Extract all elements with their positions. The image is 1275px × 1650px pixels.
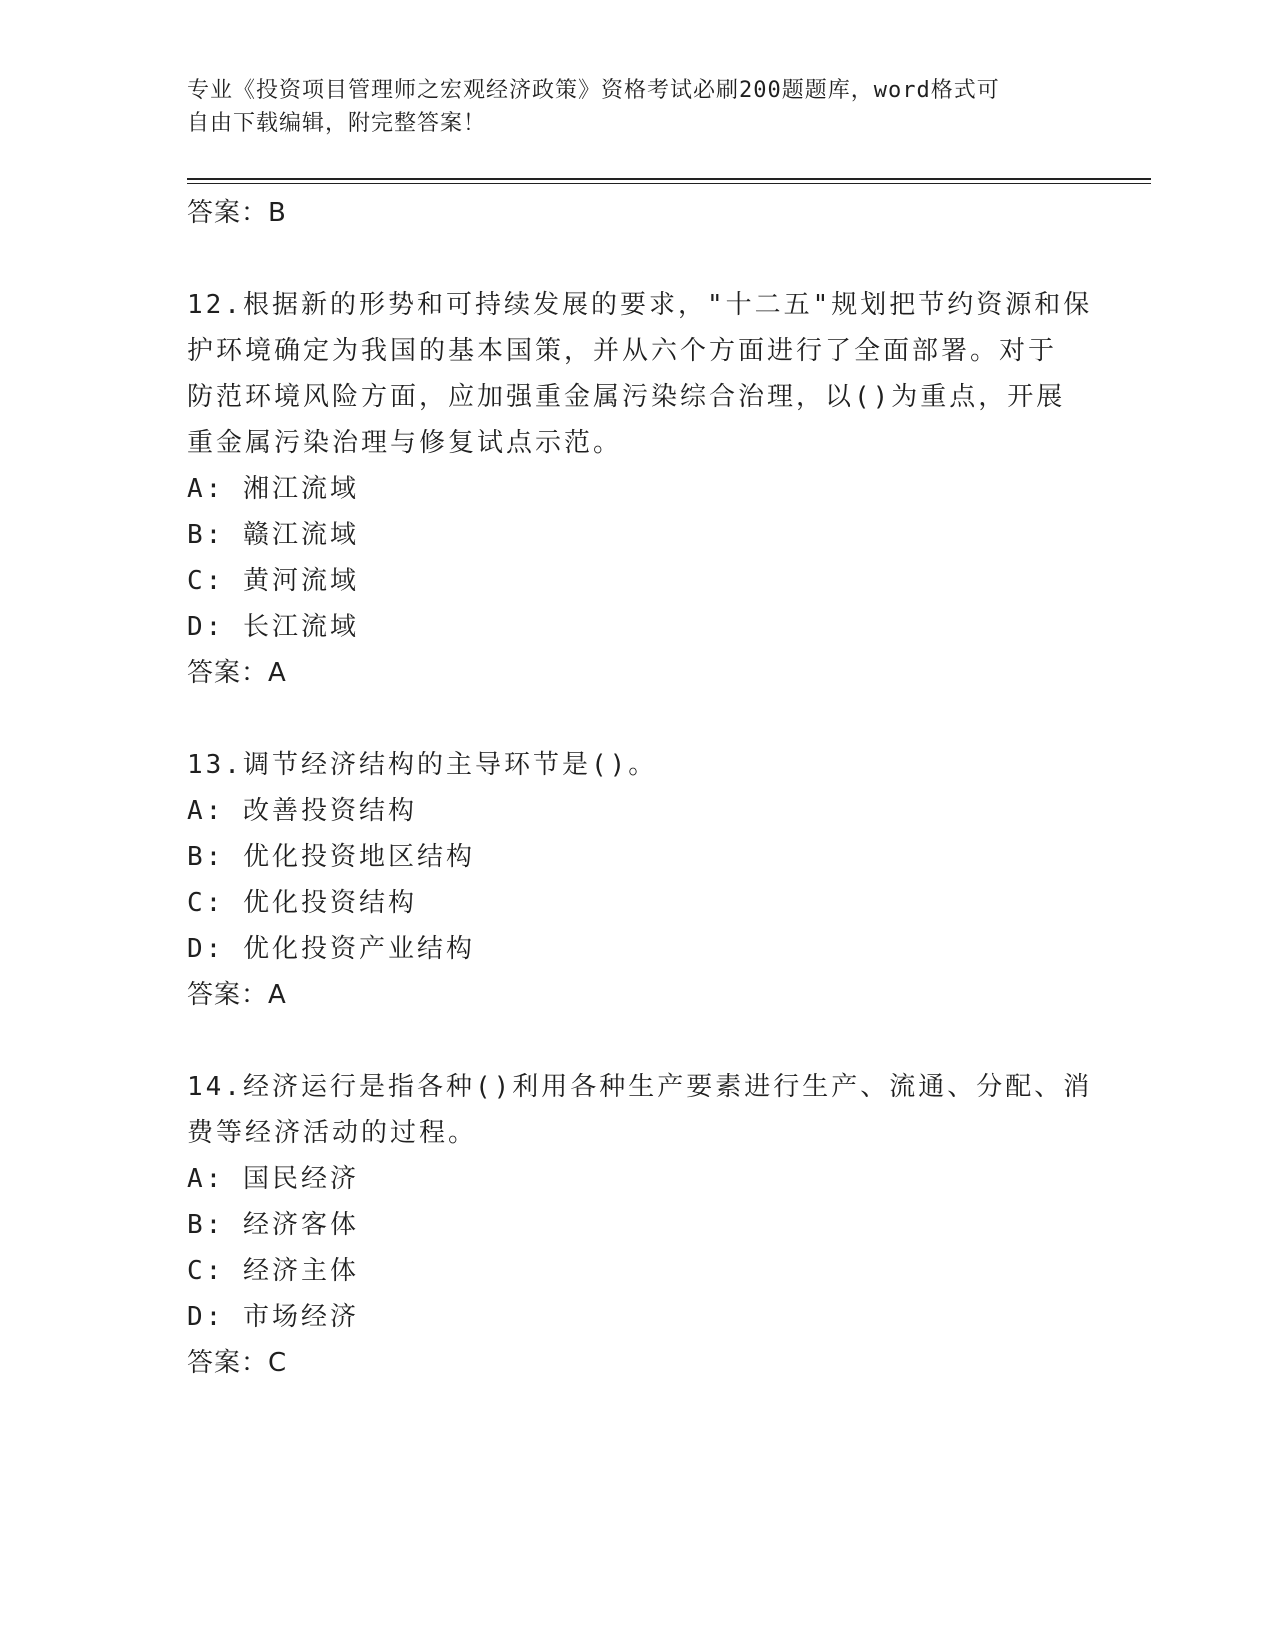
option-b: B: 优化投资地区结构 [187,842,475,872]
question-stem [187,742,1087,788]
stem-line: 13.调节经济结构的主导环节是()。 [187,750,658,780]
option-d: D: 市场经济 [187,1302,359,1332]
option-c: C: 优化投资结构 [187,888,417,918]
option-a: A: 湘江流域 [187,474,359,504]
document-body [187,190,1093,1386]
answer-line: 答案：C [187,1348,288,1378]
option-d: D: 优化投资产业结构 [187,934,475,964]
page-header [187,74,1067,140]
question-14 [187,1064,1093,1386]
answer-line: 答案：A [187,980,287,1010]
option-b: B: 赣江流域 [187,520,359,550]
stem-line: 护环境确定为我国的基本国策，并从六个方面进行了全面部署。对于 [187,336,1058,366]
header-divider-thick [187,178,1151,180]
header-divider-thin [187,183,1151,184]
option-b: B: 经济客体 [187,1210,359,1240]
question-13 [187,742,1087,1018]
option-c: C: 黄河流域 [187,566,359,596]
option-a: A: 国民经济 [187,1164,359,1194]
stem-line: 防范环境风险方面，应加强重金属污染综合治理，以()为重点，开展 [187,382,1066,412]
stem-line: 费等经济活动的过程。 [187,1118,478,1148]
question-12 [187,282,1093,696]
answer-line: 答案：A [187,658,287,688]
header-line-2: 自由下载编辑，附完整答案！ [187,111,487,136]
stem-line: 重金属污染治理与修复试点示范。 [187,428,623,458]
question-stem [187,282,1093,466]
option-a: A: 改善投资结构 [187,796,417,826]
stem-line: 14.经济运行是指各种()利用各种生产要素进行生产、流通、分配、消 [187,1072,1093,1102]
stem-line: 12.根据新的形势和可持续发展的要求，"十二五"规划把节约资源和保 [187,290,1093,320]
header-line-1: 专业《投资项目管理师之宏观经济政策》资格考试必刷200题题库，word格式可 [187,78,1000,103]
option-d: D: 长江流域 [187,612,359,642]
question-stem [187,1064,1093,1156]
answer-line: 答案：B [187,198,287,228]
option-c: C: 经济主体 [187,1256,359,1286]
